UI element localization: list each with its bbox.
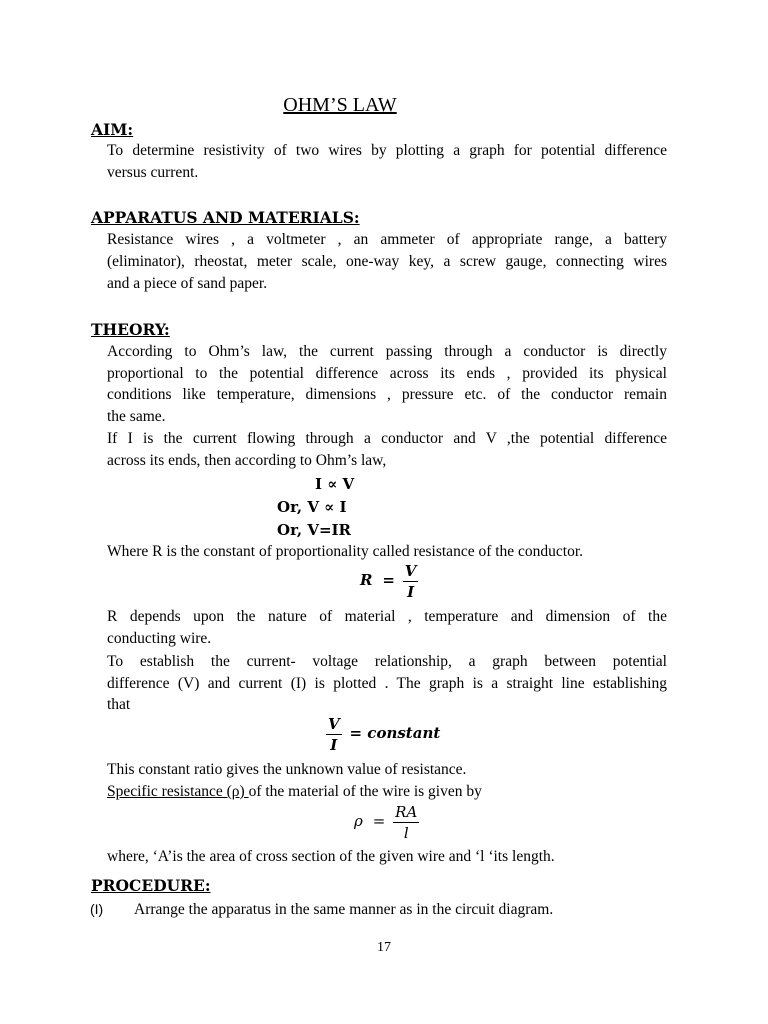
formula-constant — [326, 715, 440, 754]
theory-p2-line-1: If I is the current flowing through a conductor and V ,the potential difference — [107, 430, 667, 447]
theory-p1-line-2: proportional to the potential difference across its ends , provided its physical — [107, 365, 667, 382]
formula-resistivity-denominator: l — [403, 824, 409, 842]
theory-p4-line-1: R depends upon the nature of material , temperature and dimension of the — [107, 608, 667, 625]
formula-resistivity-numerator: RA — [395, 803, 418, 821]
specific-resistance-term: Specific resistance (ρ) — [107, 783, 249, 800]
formula-resistivity-lhs: ρ — [354, 812, 363, 831]
theory-p1-line-1: According to Ohm’s law, the current passing through a conductor is directly — [107, 343, 667, 360]
theory-p7 — [107, 783, 667, 801]
formula-resistance-equals: = — [382, 571, 395, 590]
theory-p6: This constant ratio gives the unknown value of resistance. — [107, 761, 467, 778]
theory-p1-line-3: conditions like temperature, dimensions , pressure etc. of the conductor remain — [107, 386, 667, 403]
page-number: 17 — [377, 940, 391, 955]
theory-p7-rest: of the material of the wire is given by — [248, 783, 482, 800]
theory-p2-line-2: across its ends, then according to Ohm’s law, — [107, 452, 387, 469]
formula-resistance — [360, 562, 418, 601]
theory-p3: Where R is the constant of proportionality called resistance of the conductor. — [107, 543, 584, 560]
equation-proportional-inverse: Or, V ∝ I — [277, 498, 347, 516]
formula-constant-denominator: I — [330, 736, 338, 754]
theory-p5-line-2: difference (V) and current (I) is plotted . The graph is a straight line establishing — [107, 675, 667, 692]
theory-p5-line-1: To establish the current- voltage relationship, a graph between potential — [107, 653, 667, 670]
procedure-item-marker: (I) — [90, 901, 104, 917]
theory-p1-line-4: the same. — [107, 408, 166, 425]
theory-p5-line-3: that — [107, 696, 131, 713]
equation-proportional: I ∝ V — [315, 475, 355, 493]
formula-constant-rhs: = constant — [349, 724, 441, 743]
formula-resistivity-equals: = — [372, 812, 386, 831]
formula-resistance-fraction — [403, 562, 419, 601]
theory-heading: THEORY: — [91, 320, 170, 339]
procedure-heading: PROCEDURE: — [91, 876, 211, 895]
aim-heading: AIM: — [91, 120, 134, 139]
theory-p4-line-2: conducting wire. — [107, 630, 212, 647]
page-title: OHM’S LAW — [283, 94, 397, 116]
formula-resistivity — [354, 803, 419, 842]
apparatus-line-1: Resistance wires , a voltmeter , an ammeter of appropriate range, a battery — [107, 231, 667, 248]
apparatus-line-2: (eliminator), rheostat, meter scale, one-way key, a screw gauge, connecting wires — [107, 253, 667, 270]
formula-constant-numerator: V — [328, 715, 340, 733]
formula-resistance-numerator: V — [404, 562, 417, 580]
apparatus-line-3: and a piece of sand paper. — [107, 275, 268, 292]
apparatus-heading: APPARATUS AND MATERIALS: — [91, 208, 360, 227]
equation-ohms-law: Or, V=IR — [277, 521, 352, 539]
theory-p8: where, ‘A’is the area of cross section of the given wire and ‘l ‘its length. — [107, 848, 555, 865]
aim-line-1: To determine resistivity of two wires by plotting a graph for potential difference — [107, 142, 667, 159]
aim-line-2: versus current. — [107, 164, 199, 181]
formula-constant-fraction — [326, 715, 342, 754]
formula-resistance-lhs: R — [360, 571, 373, 590]
formula-resistance-denominator: I — [407, 583, 415, 601]
procedure-item-text: Arrange the apparatus in the same manner as in the circuit diagram. — [134, 901, 554, 918]
formula-resistivity-fraction — [393, 803, 419, 842]
